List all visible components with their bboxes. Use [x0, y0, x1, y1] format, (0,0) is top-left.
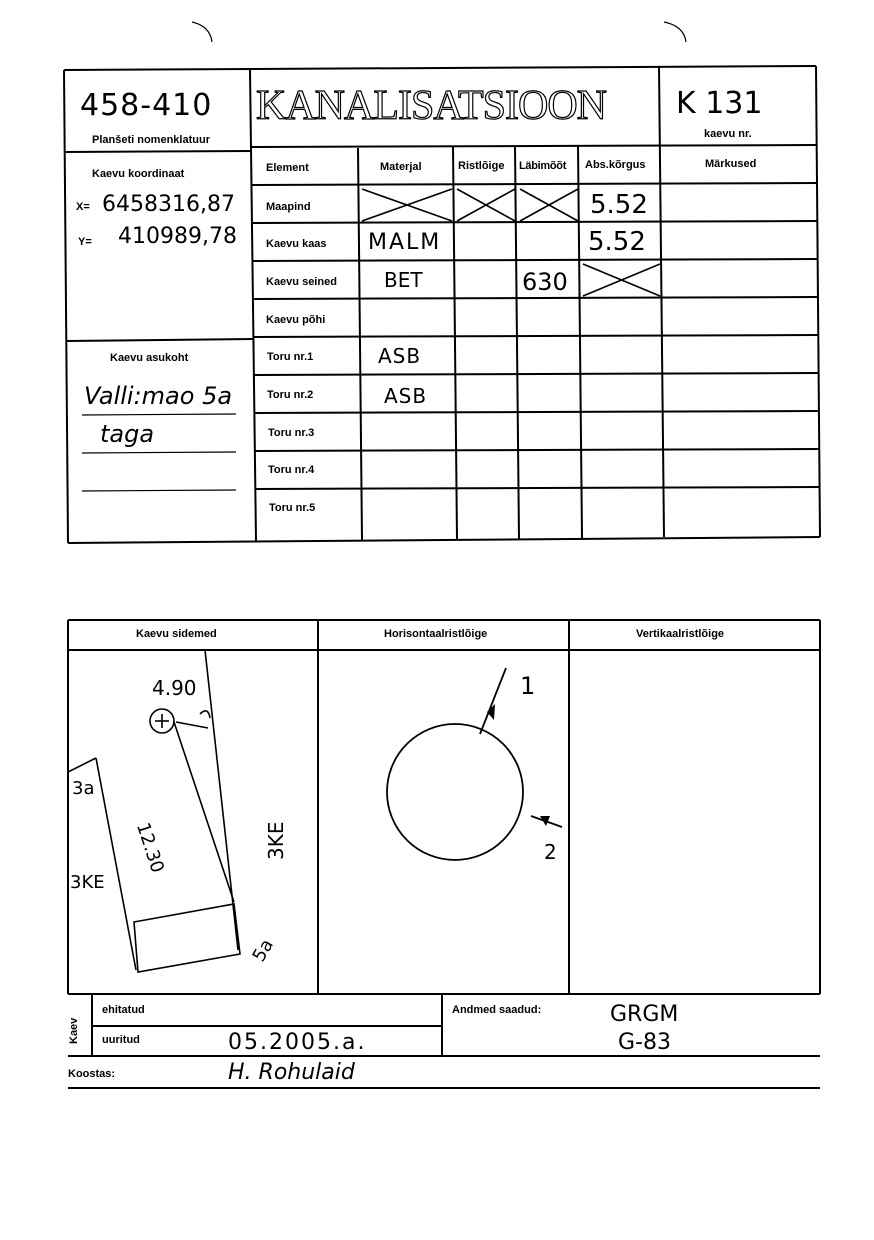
- location-line1: Valli:mao 5a: [84, 382, 233, 410]
- labimoot-value-kaevu-seined: 630: [522, 268, 568, 296]
- built-label: ehitatud: [102, 1004, 145, 1016]
- column-header-abs-korgus: Abs.kõrgus: [585, 159, 646, 171]
- row-label-toru-3: Toru nr.3: [268, 427, 315, 439]
- abs-value-kaevu-kaas: 5.52: [588, 227, 646, 257]
- materjal-value-toru-1: ASB: [378, 344, 422, 368]
- location-line2: taga: [100, 420, 155, 448]
- nomenclature-label: Planšeti nomenklatuur: [92, 134, 210, 146]
- row-label-toru-5: Toru nr.5: [269, 502, 316, 514]
- sketch-header-connections: Kaevu sidemed: [136, 628, 217, 640]
- horizontal-section-drawing: [318, 650, 569, 994]
- distance-4-90: 4.90: [152, 676, 197, 700]
- column-header-materjal: Materjal: [380, 161, 422, 173]
- label-3ke-right: 3KE: [264, 821, 288, 860]
- materjal-value-kaevu-seined: BET: [384, 268, 423, 292]
- label-3ke-left: 3KE: [70, 872, 105, 893]
- surveyed-label: uuritud: [102, 1034, 140, 1046]
- pipe-label-1: 1: [520, 672, 536, 700]
- y-label: Y=: [78, 236, 92, 248]
- location-label: Kaevu asukoht: [110, 352, 189, 364]
- label-5a: 5a: [248, 935, 278, 966]
- coordinates-label: Kaevu koordinaat: [92, 168, 185, 180]
- row-label-maapind: Maapind: [266, 201, 311, 213]
- distance-12-30: 12.30: [132, 820, 168, 876]
- well-number-value: K 131: [676, 86, 763, 121]
- row-label-toru-2: Toru nr.2: [267, 389, 314, 401]
- data-from-value1: GRGM: [610, 1002, 679, 1027]
- well-number-label: kaevu nr.: [704, 128, 752, 140]
- surveyed-value: 05.2005.a.: [228, 1030, 367, 1055]
- data-from-value2: G-83: [618, 1030, 671, 1055]
- y-coordinate-value: 410989,78: [118, 224, 237, 249]
- pipe-label-2: 2: [544, 840, 557, 864]
- compiled-value: H. Rohulaid: [228, 1060, 355, 1085]
- column-header-labimoot: Läbimõõt: [519, 160, 567, 172]
- materjal-value-toru-2: ASB: [384, 384, 428, 408]
- page-title: KANALISATSIOON: [256, 83, 606, 129]
- x-label: X=: [76, 201, 90, 213]
- column-header-markused: Märkused: [705, 158, 757, 170]
- row-label-toru-4: Toru nr.4: [268, 464, 315, 476]
- row-label-kaevu-pohi: Kaevu põhi: [266, 314, 326, 326]
- column-header-ristloige: Ristlõige: [458, 160, 505, 172]
- x-coordinate-value: 6458316,87: [102, 192, 235, 217]
- sketch-header-vertical: Vertikaalristlõige: [636, 628, 725, 640]
- column-header-element: Element: [266, 162, 309, 174]
- compiled-label: Koostas:: [68, 1068, 116, 1080]
- footer-side-label: Kaev: [68, 1017, 80, 1044]
- data-from-label: Andmed saadud:: [452, 1004, 542, 1016]
- abs-value-maapind: 5.52: [590, 190, 648, 220]
- label-3a: 3a: [72, 778, 95, 799]
- row-label-kaevu-seined: Kaevu seined: [266, 276, 337, 288]
- row-label-kaevu-kaas: Kaevu kaas: [266, 238, 327, 250]
- materjal-value-kaevu-kaas: MALM: [368, 230, 442, 255]
- nomenclature-value: 458-410: [80, 88, 213, 123]
- sketch-header-horizontal: Horisontaalristlõige: [384, 628, 488, 640]
- row-label-toru-1: Toru nr.1: [267, 351, 314, 363]
